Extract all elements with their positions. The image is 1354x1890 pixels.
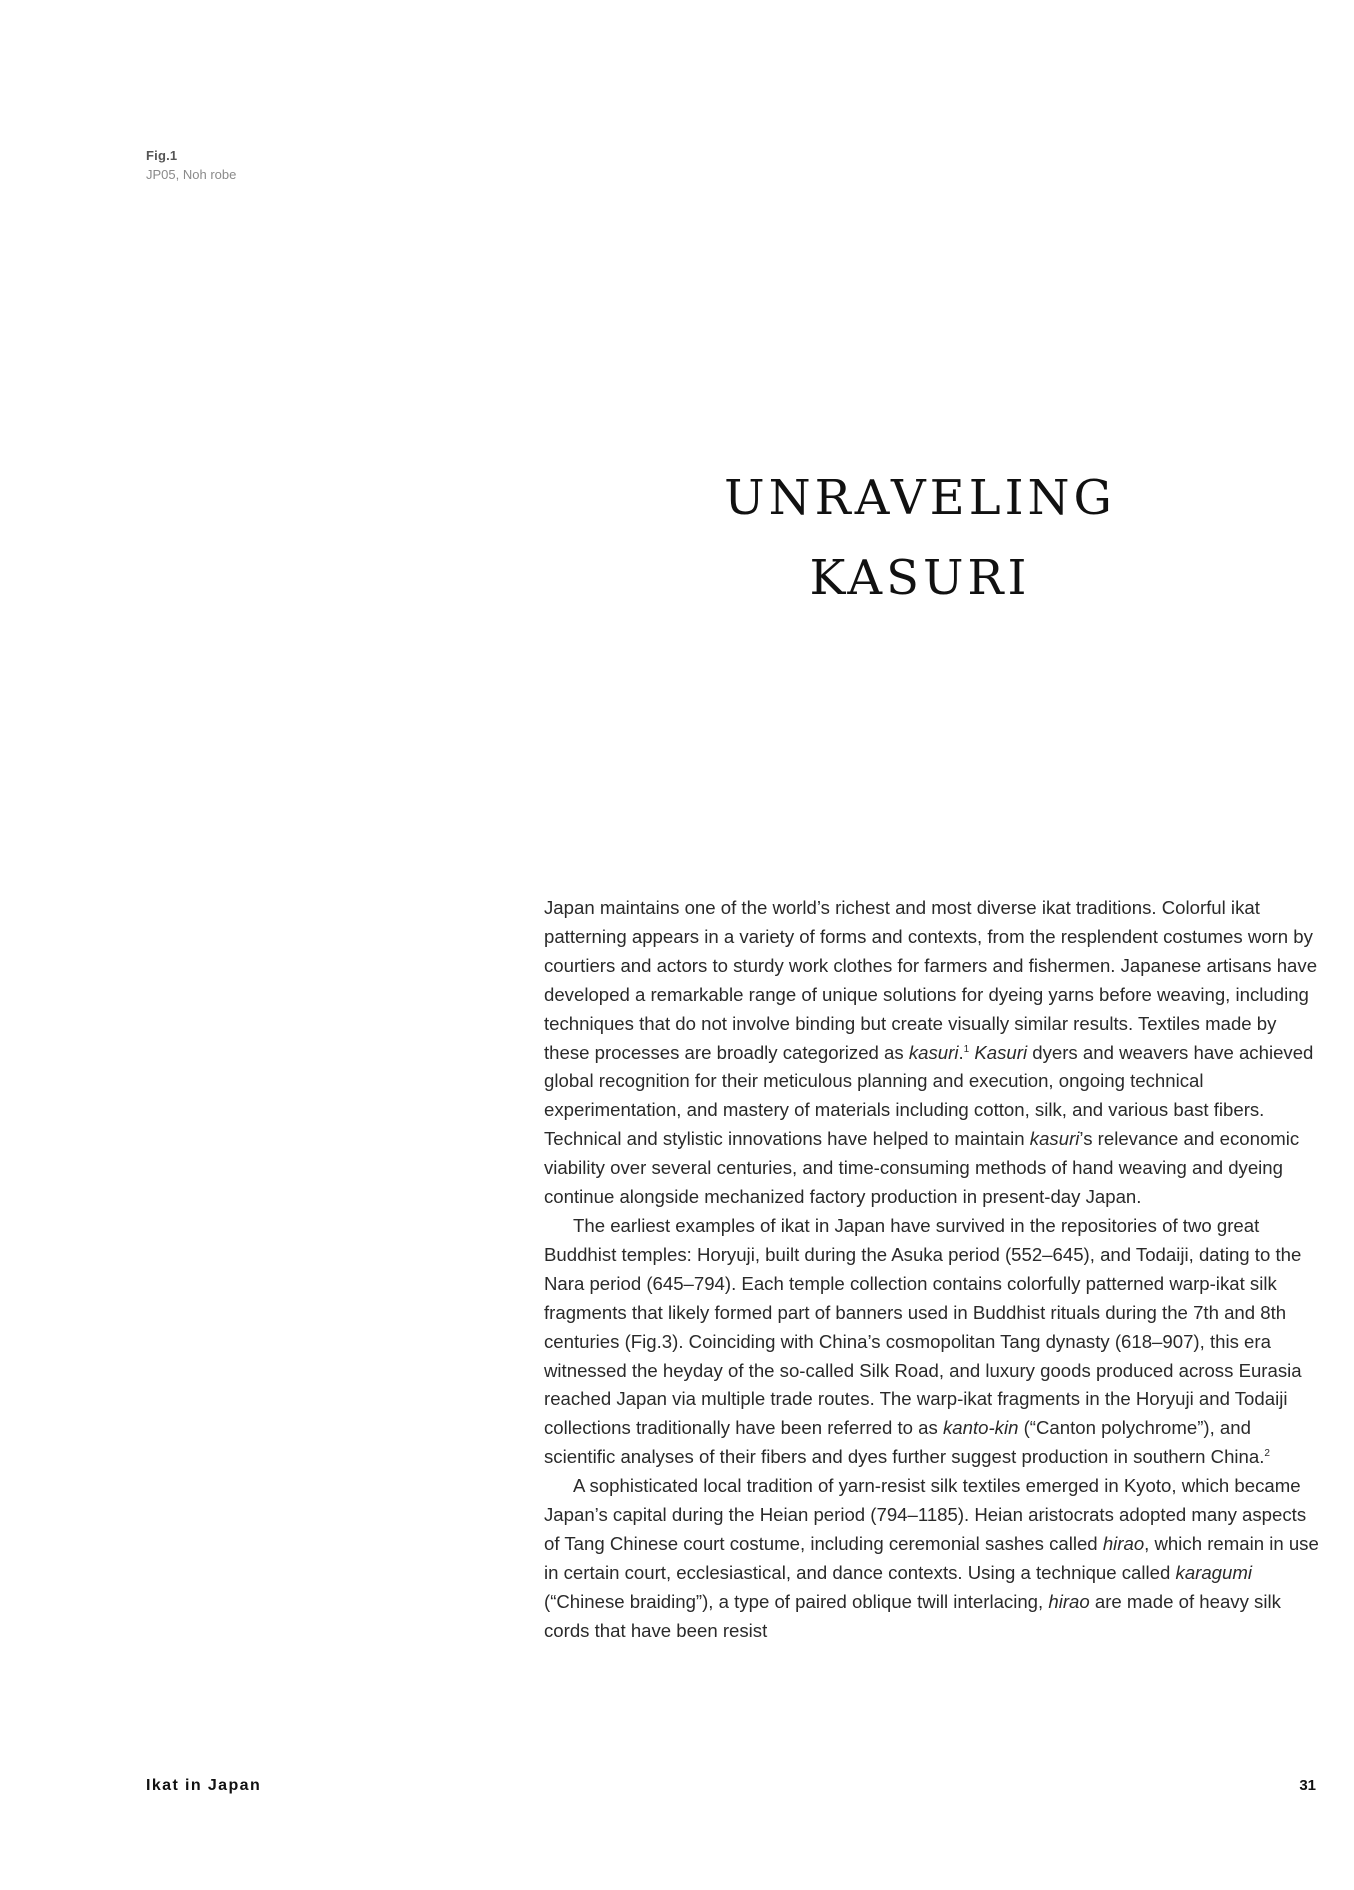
footnote-ref: 1 [963,1043,970,1055]
italic-term: karagumi [1175,1561,1252,1583]
figure-description: JP05, Noh robe [146,167,237,182]
text-run: , which remain in use in certain court, ecclesiastical, and dance contexts. Using a technique called [544,1532,1319,1583]
body-text [544,894,1324,1646]
page-number: 31 [1299,1777,1316,1794]
italic-term: kasuri [1029,1128,1080,1150]
text-run: dyers and weavers have achieved global recognition for their meticulous planning and execution, ongoing technical experimentation, and mastery of materials including cotton, silk, and various bast fibers. Technical and stylistic innovations have helped to maintain [544,1041,1314,1150]
footnote-ref: 2 [1264,1448,1270,1460]
chapter-title-line-1: UNRAVELING [724,470,1116,526]
text-run: . [958,1041,964,1063]
chapter-title-line-2: KASURI [809,550,1031,606]
italic-term: kasuri [908,1041,959,1063]
italic-term: hirao [1102,1532,1145,1554]
italic-term: hirao [1048,1590,1090,1612]
paragraph-2 [544,1212,1324,1472]
running-footer-title: Ikat in Japan [146,1777,262,1794]
text-run: (“Chinese braiding”), a type of paired oblique twill interlacing, [544,1590,1049,1612]
italic-term: kanto-kin [942,1417,1019,1439]
text-run: are made of heavy silk cords that have been resist [544,1590,1281,1641]
text-run: The earliest examples of ikat in Japan have survived in the repositories of two great Buddhist temples: Horyuji, built during the Asuka period (552–645), and Todaiji, dating to the Nara period (645–794). Each temple collection contains colorfully patterned warp-ikat silk fragments that likely formed part of banners used in Buddhist rituals during the 7th and 8th centuries (Fig.3). Coinciding with China’s cosmopolitan Tang dynasty (618–907), this era witnessed the heyday of the so-called Silk Road, and luxury goods produced across Eurasia reached Japan via multiple trade routes. The warp-ikat fragments in the Horyuji and Todaiji collections traditionally have been referred to as [544,1214,1302,1439]
text-run: A sophisticated local tradition of yarn-resist silk textiles emerged in Kyoto, which became Japan’s capital during the Heian period (794–1185). Heian aristocrats adopted many aspects of Tang Chinese court costume, including ceremonial sashes called [544,1475,1307,1554]
paragraph-1 [544,894,1324,1212]
figure-label: Fig.1 [146,148,178,163]
chapter-title [700,458,1140,618]
italic-term: Kasuri [974,1041,1028,1063]
paragraph-3 [544,1472,1324,1645]
text-run: (“Canton polychrome”), and scientific analyses of their fibers and dyes further suggest production in southern China. [544,1417,1265,1468]
text-run: Japan maintains one of the world’s richest and most diverse ikat traditions. Colorful ikat patterning appears in a variety of forms and contexts, from the resplendent costumes worn by courtiers and actors to sturdy work clothes for farmers and fishermen. Japanese artisans have developed a remarkable range of unique solutions for dyeing yarns before weaving, including techniques that do not involve binding but create visually similar results. Textiles made by these processes are broadly categorized as [544,897,1318,1063]
text-run: ’s relevance and economic viability over several centuries, and time-consuming methods of hand weaving and dyeing continue alongside mechanized factory production in present-day Japan. [544,1128,1300,1208]
figure-caption [146,146,236,184]
